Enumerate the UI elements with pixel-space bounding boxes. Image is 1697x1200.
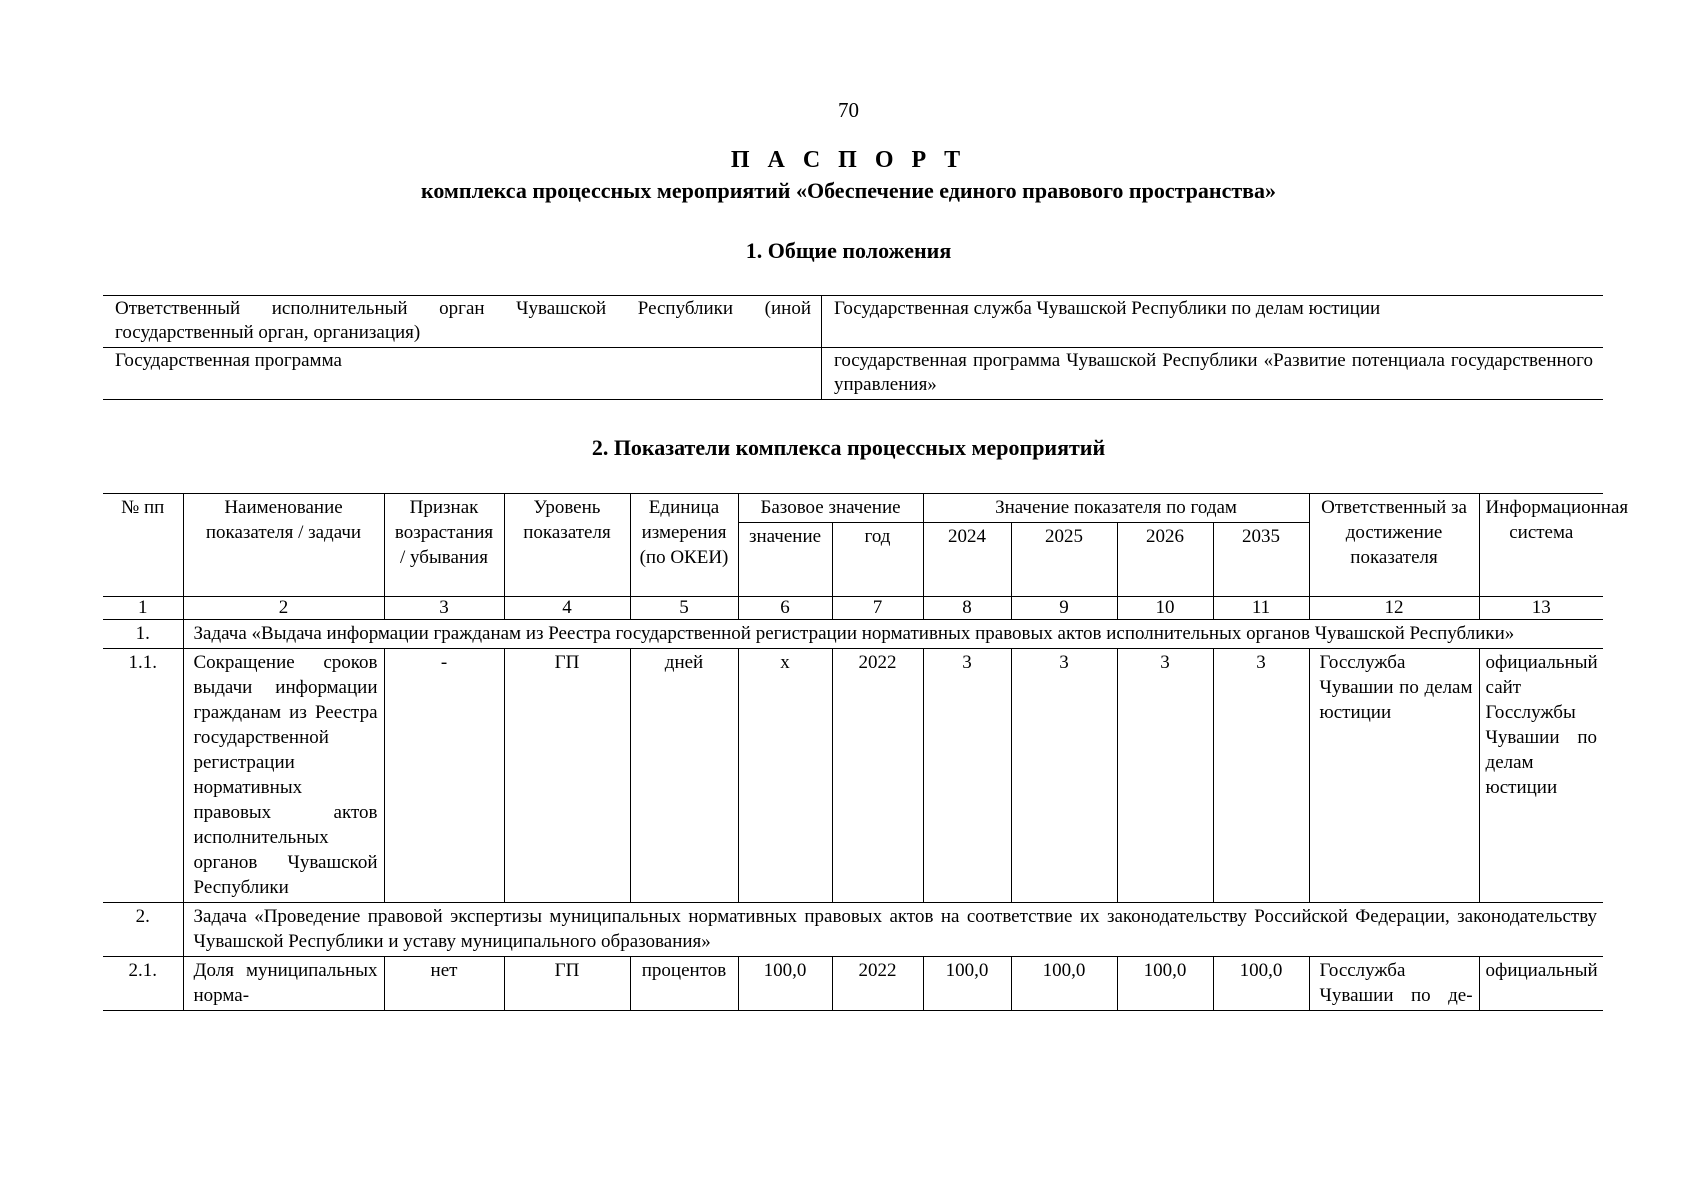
col-header-responsible: Ответственный за достижение показателя [1309,494,1479,597]
column-number: 13 [1479,597,1603,620]
col-header-2035: 2035 [1213,523,1309,597]
col-header-2025: 2025 [1011,523,1117,597]
task-text: Задача «Проведение правовой экспертизы муниципальных нормативных правовых актов на соответствие их законодательству Российской Федерации, законодательству Чувашской Республики и уставу муниципального образования» [183,903,1603,957]
indicator-responsible: Госслужба Чувашии по де- [1309,957,1479,1011]
col-header-base-year: год [832,523,923,597]
column-number: 2 [183,597,384,620]
indicator-base-year: 2022 [832,649,923,903]
task-row [103,620,1603,649]
table-row [103,296,1603,348]
indicator-sign: нет [384,957,504,1011]
indicator-number: 1.1. [103,649,183,903]
task-text: Задача «Выдача информации гражданам из Реестра государственной регистрации нормативных правовых актов исполнительных органов Чувашской Республики» [183,620,1603,649]
column-number: 9 [1011,597,1117,620]
col-header-name: Наименование показателя / задачи [183,494,384,597]
col-header-level: Уровень показателя [504,494,630,597]
indicator-sign: - [384,649,504,903]
table-row [103,957,1603,1011]
indicator-level: ГП [504,957,630,1011]
indicator-value-2025: 100,0 [1011,957,1117,1011]
indicator-unit: процентов [630,957,738,1011]
col-header-num: № пп [103,494,183,597]
page-number: 70 [838,98,859,122]
indicator-value-2026: 3 [1117,649,1213,903]
indicator-value-2035: 3 [1213,649,1309,903]
task-number: 2. [103,903,183,957]
table-row [103,649,1603,903]
indicator-unit: дней [630,649,738,903]
general-provisions-table [103,295,1603,400]
indicator-base-value: 100,0 [738,957,832,1011]
col-header-base: Базовое значение [738,494,923,523]
column-number: 11 [1213,597,1309,620]
column-number: 4 [504,597,630,620]
col-header-2024: 2024 [923,523,1011,597]
col-header-unit: Единица измерения (по ОКЕИ) [630,494,738,597]
task-number: 1. [103,620,183,649]
column-number: 10 [1117,597,1213,620]
task-row [103,903,1603,957]
document-subtitle: комплекса процессных мероприятий «Обеспечение единого правового пространства» [420,178,1277,203]
indicator-value-2024: 3 [923,649,1011,903]
col-header-2026: 2026 [1117,523,1213,597]
row-label: Ответственный исполнительный орган Чувашской Республики (иной государственный орган, организация) [103,296,822,348]
column-number: 7 [832,597,923,620]
indicator-value-2035: 100,0 [1213,957,1309,1011]
indicator-level: ГП [504,649,630,903]
col-header-system: Информационная система [1479,494,1603,597]
indicators-table [103,493,1629,1011]
indicator-base-year: 2022 [832,957,923,1011]
column-number: 5 [630,597,738,620]
row-value: государственная программа Чувашской Республики «Развитие потенциала государственного управления» [834,350,1593,395]
row-value: Государственная служба Чувашской Республики по делам юстиции [834,298,1381,319]
section2-heading: 2. Показатели комплекса процессных мероприятий [591,435,1106,460]
indicator-value-2026: 100,0 [1117,957,1213,1011]
row-label: Государственная программа [103,348,822,400]
indicator-name: Доля муниципальных норма- [183,957,384,1011]
column-number: 3 [384,597,504,620]
column-number-row [103,597,1603,620]
indicator-base-value: х [738,649,832,903]
document-title: П А С П О Р Т [730,147,967,173]
column-number: 6 [738,597,832,620]
indicator-name: Сокращение сроков выдачи информации гражданам из Реестра государственной регистрации нормативных правовых актов исполнительных органов Чувашской Республики [183,649,384,903]
indicator-system: официальный сайт Госслужбы Чувашии по делам юстиции [1479,649,1603,903]
indicator-responsible: Госслужба Чувашии по делам юстиции [1309,649,1479,903]
section1-heading: 1. Общие положения [745,238,952,263]
indicator-value-2025: 3 [1011,649,1117,903]
column-number: 1 [103,597,183,620]
header-row [103,494,1603,523]
indicator-number: 2.1. [103,957,183,1011]
table-row [103,348,1603,400]
column-number: 12 [1309,597,1479,620]
indicator-system: официальный [1479,957,1603,1011]
column-number: 8 [923,597,1011,620]
indicator-value-2024: 100,0 [923,957,1011,1011]
col-header-years: Значение показателя по годам [923,494,1309,523]
col-header-base-value: значение [738,523,832,597]
col-header-sign: Признак возрастания / убывания [384,494,504,597]
